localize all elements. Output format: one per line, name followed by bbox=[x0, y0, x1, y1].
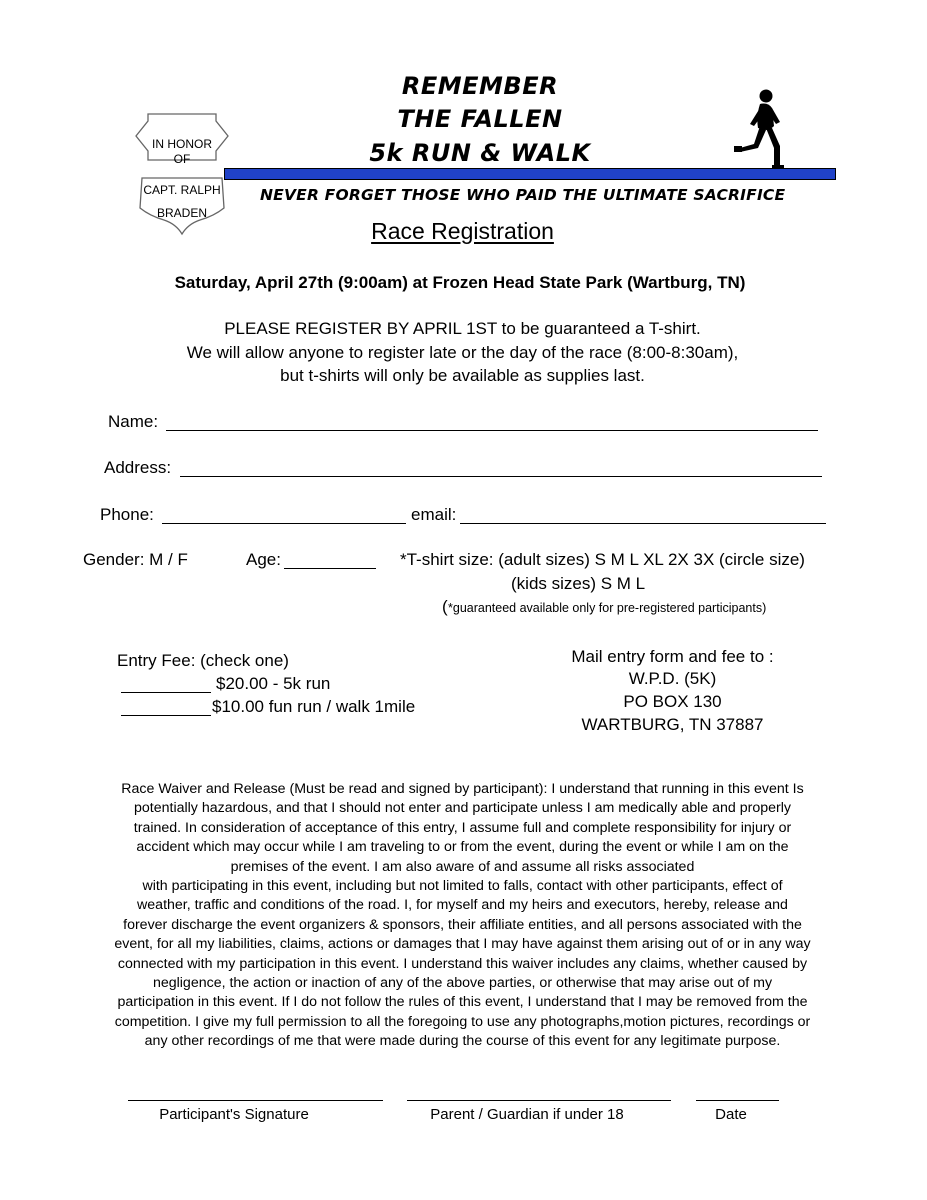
title-line-3: 5k RUN & WALK bbox=[369, 139, 591, 167]
guardian-signature-field[interactable] bbox=[407, 1100, 671, 1101]
address-field[interactable] bbox=[180, 476, 822, 477]
badge-text-line-2: OF bbox=[173, 152, 191, 166]
gender-selector[interactable]: Gender: M / F bbox=[83, 550, 188, 569]
phone-field[interactable] bbox=[162, 523, 406, 524]
tshirt-note: *guaranteed available only for pre-registered participants) bbox=[448, 601, 767, 615]
email-field[interactable] bbox=[460, 523, 826, 524]
page-title: Race Registration bbox=[371, 218, 554, 244]
title-line-1: REMEMBER bbox=[401, 72, 559, 100]
waiver-line: Race Waiver and Release (Must be read and signed by participant): I understand that running in this event Is bbox=[121, 781, 804, 797]
waiver-line: trained. In consideration of acceptance of this entry, I assume full and complete responsibility for injury or bbox=[133, 819, 792, 836]
participant-signature-label: Participant's Signature bbox=[159, 1106, 309, 1123]
header-accent-bar bbox=[224, 168, 836, 180]
fee-option-2-checkline[interactable] bbox=[121, 715, 211, 716]
guardian-signature-label: Parent / Guardian if under 18 bbox=[430, 1106, 624, 1123]
date-field[interactable] bbox=[696, 1100, 779, 1101]
waiver-line: premises of the event. I am also aware of and assume all risks associated bbox=[230, 858, 695, 875]
waiver-line: accident which may occur while I am traveling to or from the event, during the event or while I am on the bbox=[136, 839, 789, 856]
waiver-line: event, for all my liabilities, claims, actions or damages that I may have against them arising out of or in any way bbox=[114, 936, 811, 953]
age-field[interactable] bbox=[284, 568, 376, 569]
waiver-text bbox=[80, 780, 845, 1052]
badge-text-line-3: CAPT. RALPH bbox=[143, 183, 221, 197]
waiver-line: negligence, the action or inaction of any of the above parties, or otherwise that may arise out of my bbox=[152, 975, 773, 992]
name-label: Name: bbox=[108, 412, 159, 431]
tshirt-note-paren: ( bbox=[442, 597, 448, 616]
date-label: Date bbox=[715, 1106, 747, 1123]
tshirt-adult-sizes[interactable]: *T-shirt size: (adult sizes) S M L XL 2X 3X (circle size) bbox=[400, 550, 805, 569]
title-line-2: THE FALLEN bbox=[397, 105, 563, 133]
notice-line-3: but t-shirts will only be available as supplies last. bbox=[280, 366, 645, 385]
waiver-line: potentially hazardous, and that I should not enter and participate unless I am medically able and properly bbox=[134, 800, 791, 817]
fee-option-1-checkline[interactable] bbox=[121, 692, 211, 693]
waiver-line: participation in this event. If I do not follow the rules of this event, I understand that I may be removed from the bbox=[117, 994, 808, 1011]
badge-text-line-4: BRADEN bbox=[156, 206, 207, 220]
tshirt-kids-sizes[interactable]: (kids sizes) S M L bbox=[511, 574, 646, 593]
waiver-line: weather, traffic and conditions of the road. I, for myself and my heirs and executors, hereby, release and bbox=[137, 897, 788, 914]
mail-line-4: WARTBURG, TN 37887 bbox=[581, 715, 764, 734]
fee-option-2-label: $10.00 fun run / walk 1mile bbox=[212, 697, 416, 716]
waiver-line: any other recordings of me that were made during the course of this event for any legitimate purpose. bbox=[144, 1033, 781, 1050]
tagline: NEVER FORGET THOSE WHO PAID THE ULTIMATE SACRIFICE bbox=[260, 186, 786, 204]
badge-text-line-1: IN HONOR bbox=[152, 137, 212, 151]
waiver-line: forever discharge the event organizers & sponsors, their affiliate entities, and all persons associated with the bbox=[123, 916, 802, 933]
notice-line-2: We will allow anyone to register late or the day of the race (8:00-8:30am), bbox=[186, 343, 739, 362]
waiver-line: with participating in this event, including but not limited to falls, contact with other participants, effect of bbox=[142, 878, 783, 895]
age-label: Age: bbox=[246, 550, 281, 569]
waiver-line: connected with my participation in this event. I understand this waiver includes any claims, whether caused by bbox=[117, 955, 808, 972]
mail-line-2: W.P.D. (5K) bbox=[628, 669, 717, 688]
mail-line-3: PO BOX 130 bbox=[623, 692, 722, 711]
mail-line-1: Mail entry form and fee to : bbox=[571, 647, 774, 666]
fee-option-1-label: $20.00 - 5k run bbox=[216, 674, 331, 693]
waiver-line: competition. I give my full permission to all the foregoing to use any photographs,motion pictures, recordings or bbox=[114, 1013, 811, 1030]
event-details: Saturday, April 27th (9:00am) at Frozen Head State Park (Wartburg, TN) bbox=[174, 273, 746, 292]
phone-label: Phone: bbox=[100, 505, 154, 524]
notice-line-1: PLEASE REGISTER BY APRIL 1ST to be guaranteed a T-shirt. bbox=[224, 319, 701, 338]
entry-fee-label: Entry Fee: (check one) bbox=[117, 651, 289, 670]
runner-silhouette-icon bbox=[730, 88, 790, 172]
address-label: Address: bbox=[104, 458, 172, 477]
name-field[interactable] bbox=[166, 430, 818, 431]
participant-signature-field[interactable] bbox=[128, 1100, 383, 1101]
email-label: email: bbox=[411, 505, 457, 524]
